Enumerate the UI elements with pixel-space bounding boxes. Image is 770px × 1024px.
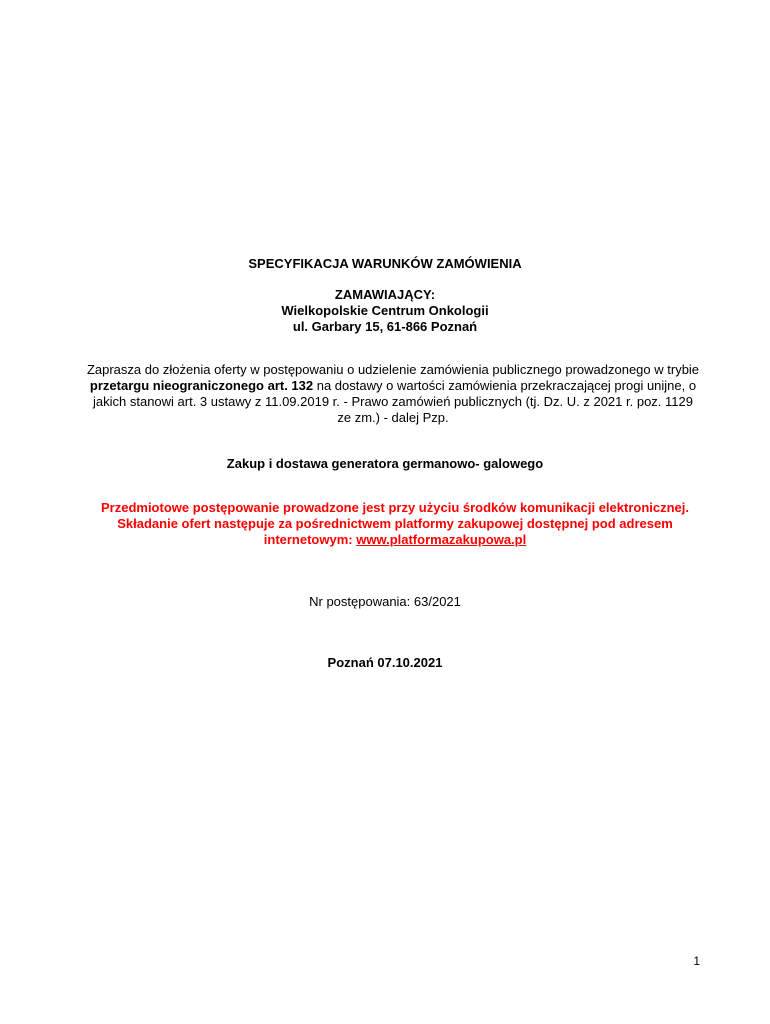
orderer-address: ul. Garbary 15, 61-866 Poznań — [292, 319, 478, 334]
intro-text-part2: na dostawy o wartości zamówienia przekraczającej progi unijne, o jakich stanowi art. 3 ustawy z 11.09.2019 r. - Prawo zamówień publicznych (tj. Dz. U. z 2021 r. poz. 1129 ze zm.) - dalej Pzp. — [93, 378, 697, 425]
page-number: 1 — [693, 954, 700, 968]
orderer-label: ZAMAWIAJĄCY: — [334, 287, 436, 302]
procedure-number: Nr postępowania: 63/2021 — [309, 594, 461, 609]
document-title: SPECYFIKACJA WARUNKÓW ZAMÓWIENIA — [248, 256, 522, 271]
intro-paragraph — [85, 362, 701, 426]
place-date: Poznań 07.10.2021 — [327, 655, 443, 670]
electronic-notice — [100, 500, 690, 548]
notice-text: Przedmiotowe postępowanie prowadzone jest przy użyciu środków komunikacji elektronicznej. Składanie ofert następuje za pośrednictwem platformy zakupowej dostępnej pod adresem internetowym: — [100, 500, 689, 547]
order-subject: Zakup i dostawa generatora germanowo- galowego — [226, 456, 544, 471]
intro-text-part1: Zaprasza do złożenia oferty w postępowaniu o udzielenie zamówienia publicznego prowadzonego w trybie — [86, 362, 700, 377]
intro-procedure-mode: przetargu nieograniczonego art. 132 — [89, 378, 314, 393]
platform-link[interactable]: www.platformazakupowa.pl — [356, 532, 527, 547]
orderer-block — [0, 287, 770, 335]
orderer-name: Wielkopolskie Centrum Onkologii — [281, 303, 489, 318]
